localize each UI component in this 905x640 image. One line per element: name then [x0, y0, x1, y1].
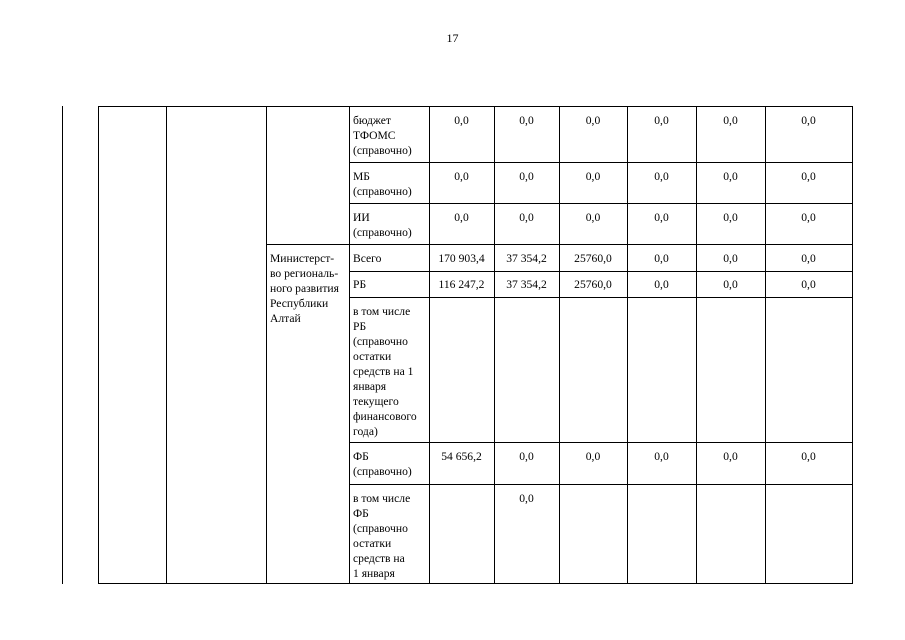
row-label: в том числе ФБ (справочно остатки средств на 1 января: [353, 492, 411, 580]
value-cell: 0,0: [654, 211, 669, 224]
row-divider: [349, 297, 853, 298]
value-cell: 0,0: [654, 252, 669, 265]
value-cell: 0,0: [723, 450, 738, 463]
value-cell: 0,0: [723, 114, 738, 127]
value-cell: 0,0: [723, 278, 738, 291]
value-cell: 37 354,2: [506, 252, 547, 265]
column-divider: [98, 106, 99, 584]
value-cell: 0,0: [654, 114, 669, 127]
column-divider: [266, 106, 267, 584]
value-cell: 37 354,2: [506, 278, 547, 291]
value-cell: 0,0: [801, 211, 816, 224]
row-label: МБ (справочно): [353, 170, 412, 198]
value-cell: 0,0: [454, 211, 469, 224]
value-cell: 0,0: [585, 211, 601, 224]
row-label: РБ: [353, 278, 367, 291]
row-label: бюджет ТФОМС (справочно): [353, 114, 412, 157]
table-border-bottom: [98, 583, 853, 584]
value-cell: 0,0: [519, 170, 534, 183]
ministry-name: Министерст- во региональ- ного развития Республики Алтай: [270, 252, 339, 325]
value-cell: 0,0: [585, 114, 601, 127]
value-cell: 116 247,2: [438, 278, 485, 291]
value-cell: 0,0: [585, 450, 601, 463]
value-cell: 0,0: [801, 170, 816, 183]
value-cell: 0,0: [519, 114, 534, 127]
row-label: ИИ (справочно): [353, 211, 412, 239]
row-divider: [349, 203, 853, 204]
value-cell: 0,0: [723, 211, 738, 224]
column-divider: [166, 106, 167, 584]
value-cell: 25760,0: [574, 252, 612, 265]
value-cell: 0,0: [723, 252, 738, 265]
row-divider: [349, 162, 853, 163]
value-cell: 0,0: [801, 450, 816, 463]
value-cell: 170 903,4: [438, 252, 485, 265]
table-border-left: [62, 106, 63, 584]
value-cell: 0,0: [519, 211, 534, 224]
value-cell: 0,0: [801, 252, 816, 265]
row-label: Всего: [353, 252, 382, 265]
value-cell: 0,0: [454, 114, 469, 127]
column-divider: [349, 106, 350, 584]
value-cell: 0,0: [723, 170, 738, 183]
value-cell: 0,0: [519, 450, 534, 463]
value-cell: 0,0: [654, 170, 669, 183]
value-cell: 0,0: [654, 450, 669, 463]
value-cell: 54 656,2: [441, 450, 482, 463]
row-divider: [349, 271, 853, 272]
value-cell: 0,0: [801, 114, 816, 127]
row-label: в том числе РБ (справочно остатки средств на 1 января текущего финансового года): [353, 305, 417, 438]
table-border-top: [98, 106, 853, 107]
row-divider: [266, 244, 853, 245]
page-number: 17: [446, 31, 459, 45]
value-cell: 0,0: [519, 492, 534, 505]
value-cell: 0,0: [454, 170, 469, 183]
row-divider: [349, 484, 853, 485]
value-cell: 0,0: [801, 278, 816, 291]
row-divider: [349, 442, 853, 443]
value-cell: 0,0: [654, 278, 669, 291]
table-border-right: [852, 106, 853, 584]
value-cell: 0,0: [585, 170, 601, 183]
value-cell: 25760,0: [574, 278, 612, 291]
row-label: ФБ (справочно): [353, 450, 412, 478]
